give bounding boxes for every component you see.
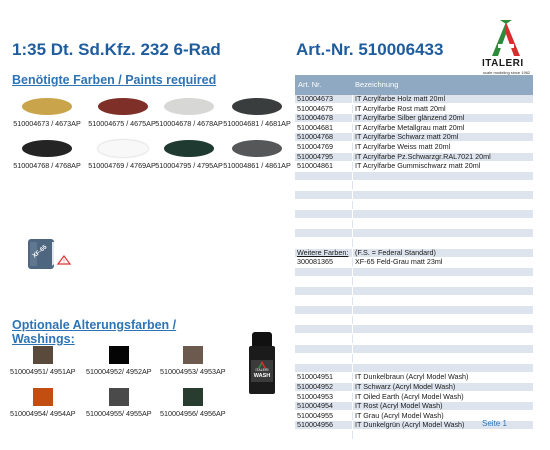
wash-swatch: [33, 346, 53, 364]
table-row: [295, 287, 533, 295]
table-section-row: [295, 249, 533, 257]
cell-bezeichnung: IT Dunkelbraun (Acryl Model Wash): [355, 372, 469, 382]
table-row: [295, 354, 533, 362]
wash-label: 510004954/ 4954AP: [10, 409, 76, 418]
column-divider: [352, 297, 353, 305]
paint-swatch: [22, 140, 72, 157]
table-row: [295, 162, 533, 170]
wash-swatch: [183, 388, 203, 406]
table-row: [295, 95, 533, 103]
paint-label: 510004861 / 4861AP: [223, 161, 291, 170]
cell-art-nr: 510004769: [297, 142, 333, 151]
wash-bottle: [247, 332, 277, 394]
cell-bezeichnung: IT Acrylfarbe Weiss matt 20ml: [355, 142, 451, 151]
wash-swatch: [183, 346, 203, 364]
wash-label: 510004951/ 4951AP: [10, 367, 76, 376]
washings-heading-line2: Washings:: [12, 332, 75, 346]
table-row: [295, 306, 533, 314]
cell-art-nr: 510004861: [297, 161, 333, 171]
cell-bezeichnung: IT Acrylfarbe Silber glänzend 20ml: [355, 113, 465, 123]
washings-heading-line1: Optionale Alterungsfarben /: [12, 318, 177, 332]
column-divider: [352, 373, 353, 381]
paint-swatch: [98, 98, 148, 115]
bottle-brand: ITALERI: [255, 368, 269, 372]
paint-swatch: [232, 140, 282, 157]
wash-label: 510004953/ 4953AP: [160, 367, 226, 376]
column-divider: [352, 239, 353, 247]
table-row: [295, 373, 533, 381]
table-row: [295, 258, 533, 266]
column-divider: [352, 114, 353, 122]
column-divider: [352, 258, 353, 266]
wash-swatch: [33, 388, 53, 406]
further-paints-label: Weitere Farben:: [297, 247, 349, 257]
table-row: [295, 335, 533, 343]
column-divider: [352, 105, 353, 113]
wash-swatch: [109, 346, 129, 364]
column-divider: [352, 210, 353, 218]
cell-art-nr: 510004678: [297, 113, 333, 123]
page-number: Seite 1: [482, 419, 507, 428]
cell-art-nr: 510004951: [297, 372, 333, 382]
cell-bezeichnung: IT Acrylfarbe Gummischwarz matt 20ml: [355, 161, 481, 171]
paint-swatch: [98, 140, 148, 157]
cell-bezeichnung: IT Rost (Acryl Model Wash): [355, 401, 443, 411]
federal-standard-note: (F.S. = Federal Standard): [355, 247, 436, 257]
table-row: [295, 277, 533, 285]
column-divider: [352, 191, 353, 199]
logo-tagline: scale modeling since 1962: [483, 70, 531, 75]
wash-label: 510004955/ 4955AP: [86, 409, 152, 418]
cell-art-nr: 300081365: [297, 257, 333, 267]
column-divider: [352, 277, 353, 285]
paints-heading: Benötigte Farben / Paints required: [12, 73, 217, 87]
table-row: [295, 239, 533, 247]
column-divider: [352, 201, 353, 209]
paint-label: 510004678 / 4678AP: [155, 119, 223, 128]
column-divider: [352, 306, 353, 314]
bottle-cap: [252, 332, 272, 346]
column-divider: [352, 383, 353, 391]
paint-swatch: [164, 98, 214, 115]
cell-art-nr: 510004681: [297, 122, 333, 132]
column-divider: [352, 345, 353, 353]
wash-label: 510004956/ 4956AP: [160, 409, 226, 418]
paint-jar-icon: [22, 236, 72, 274]
wash-swatch: [109, 388, 129, 406]
column-divider: [352, 316, 353, 324]
table-row: [295, 105, 533, 113]
column-divider: [352, 268, 353, 276]
bottle-body: [249, 346, 275, 394]
table-row: [295, 133, 533, 141]
cell-bezeichnung: IT Dunkelgrün (Acryl Model Wash): [355, 420, 465, 430]
column-divider: [352, 124, 353, 132]
table-row: [295, 364, 533, 372]
paint-swatch: [22, 98, 72, 115]
bottle-label-area: [251, 360, 273, 382]
cell-bezeichnung: IT Acrylfarbe Rost matt 20ml: [355, 103, 446, 113]
paint-label: 510004681 / 4681AP: [223, 119, 291, 128]
table-row: [295, 393, 533, 401]
table-row: [295, 201, 533, 209]
paint-label: 510004673 / 4673AP: [13, 119, 81, 128]
column-divider: [352, 220, 353, 228]
column-divider: [352, 354, 353, 362]
cell-art-nr: 510004795: [297, 151, 333, 161]
article-number: Art.-Nr. 510006433: [296, 40, 444, 59]
col-bezeichnung: Bezeichnung: [355, 80, 399, 89]
column-divider: [352, 95, 353, 103]
paint-swatch: [232, 98, 282, 115]
column-divider: [352, 335, 353, 343]
paint-label: 510004675 / 4675AP: [88, 119, 156, 128]
table-row: [295, 268, 533, 276]
column-divider: [352, 431, 353, 439]
column-divider: [352, 229, 353, 237]
cell-art-nr: 510004954: [297, 401, 333, 411]
cell-art-nr: 510004956: [297, 420, 333, 430]
column-divider: [352, 287, 353, 295]
table-row: [295, 153, 533, 161]
column-divider: [352, 133, 353, 141]
page-title: 1:35 Dt. Sd.Kfz. 232 6-Rad: [12, 40, 221, 59]
logo-wordmark: ITALERI: [482, 58, 524, 69]
column-divider: [352, 393, 353, 401]
table-row: [295, 220, 533, 228]
column-divider: [352, 143, 353, 151]
cell-bezeichnung: IT Grau (Acryl Model Wash): [355, 410, 444, 420]
col-art-nr: Art. Nr.: [298, 80, 322, 89]
cell-art-nr: 510004673: [297, 94, 333, 103]
column-divider: [352, 421, 353, 429]
cell-bezeichnung: IT Acrylfarbe Holz matt 20ml: [355, 94, 446, 103]
table-row: [295, 316, 533, 324]
column-divider: [352, 412, 353, 420]
table-row: [295, 431, 533, 439]
cell-art-nr: 510004953: [297, 391, 333, 401]
table-row: [295, 191, 533, 199]
column-divider: [352, 153, 353, 161]
cell-bezeichnung: IT Acrylfarbe Metallgrau matt 20ml: [355, 122, 465, 132]
cell-art-nr: 510004955: [297, 410, 333, 420]
column-divider: [352, 162, 353, 170]
cell-art-nr: 510004675: [297, 103, 333, 113]
table-row: [295, 325, 533, 333]
paint-label: 510004768 / 4768AP: [13, 161, 81, 170]
jar-label: XF-65: [31, 244, 49, 260]
svg-text:!: !: [62, 259, 66, 265]
cell-bezeichnung: IT Oiled Earth (Acryl Model Wash): [355, 391, 464, 401]
cell-bezeichnung: IT Acrylfarbe Pz.Schwarzgr.RAL7021 20ml: [355, 151, 491, 161]
cell-bezeichnung: XF-65 Feld-Grau matt 23ml: [355, 257, 443, 267]
table-row: [295, 143, 533, 151]
column-divider: [352, 172, 353, 180]
table-row: [295, 114, 533, 122]
table-row: [295, 210, 533, 218]
paint-label: 510004795 / 4795AP: [155, 161, 223, 170]
table-row: [295, 383, 533, 391]
tamiya-paint-jar: [22, 236, 72, 274]
bottle-wash-label: WASH: [253, 373, 271, 379]
column-divider: [352, 325, 353, 333]
table-row: [295, 172, 533, 180]
table-row: [295, 229, 533, 237]
column-divider: [352, 249, 353, 257]
table-row: [295, 297, 533, 305]
paint-swatch: [164, 140, 214, 157]
cell-art-nr: 510004952: [297, 382, 333, 391]
table-row: [295, 124, 533, 132]
column-divider: [352, 181, 353, 189]
paint-label: 510004769 / 4769AP: [88, 161, 156, 170]
wash-label: 510004952/ 4952AP: [86, 367, 152, 376]
cell-bezeichnung: IT Schwarz (Acryl Model Wash): [355, 382, 456, 391]
italeri-logo-mark: [470, 20, 542, 60]
column-divider: [352, 402, 353, 410]
table-header: [295, 75, 533, 95]
cell-bezeichnung: IT Acrylfarbe Schwarz matt 20ml: [355, 132, 459, 142]
cell-art-nr: 510004768: [297, 132, 333, 142]
table-row: [295, 345, 533, 353]
table-row: [295, 402, 533, 410]
column-divider: [352, 364, 353, 372]
italeri-logo: [470, 20, 542, 75]
table-row: [295, 181, 533, 189]
